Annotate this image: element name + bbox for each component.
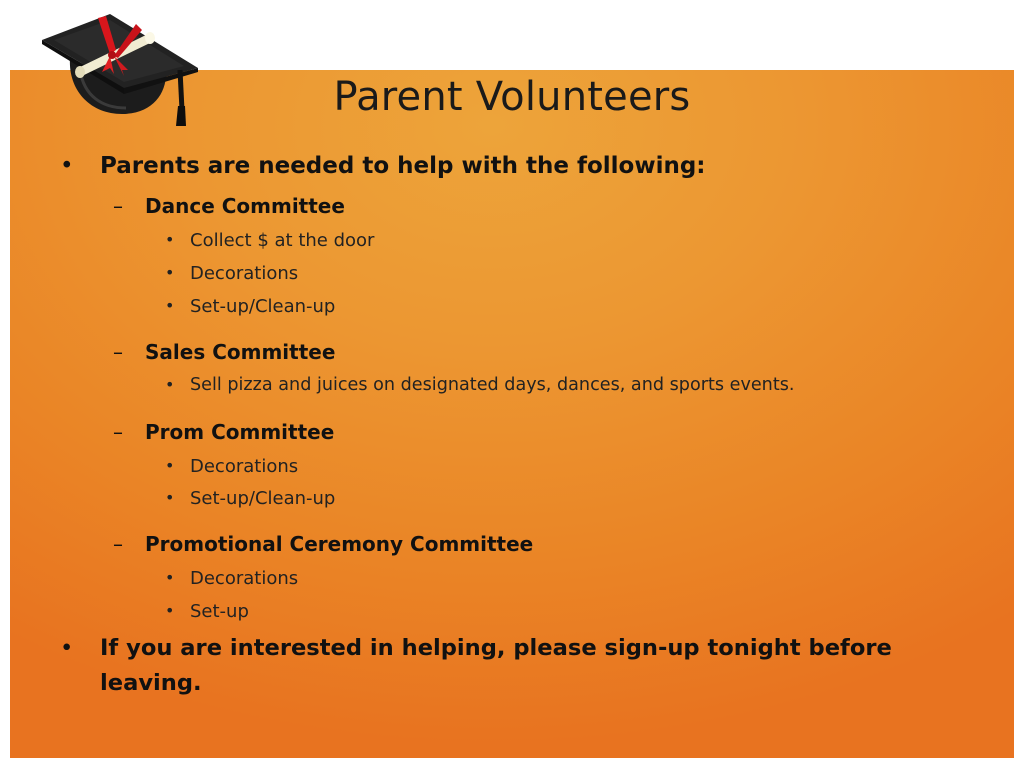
committee-name: Prom Committee <box>145 420 335 444</box>
task-item <box>165 230 375 251</box>
committee-name: Promotional Ceremony Committee <box>145 532 534 556</box>
committee-sales <box>113 340 336 364</box>
task-item <box>165 601 249 622</box>
bullet-icon: • <box>165 456 175 475</box>
committee-promotional-ceremony <box>113 532 534 556</box>
task-text: Set-up/Clean-up <box>190 296 336 317</box>
task-item <box>165 375 795 395</box>
task-text: Collect $ at the door <box>190 230 375 251</box>
bullet-icon: • <box>60 635 74 661</box>
bullet-icon: • <box>165 263 175 282</box>
closing-text-line2: leaving. <box>100 670 202 696</box>
committee-name: Sales Committee <box>145 340 336 364</box>
task-item <box>165 568 299 589</box>
closing-item <box>60 635 892 661</box>
intro-item <box>60 153 706 179</box>
closing-text-line1: If you are interested in helping, please sign-up tonight before <box>100 635 892 661</box>
task-item <box>165 296 336 317</box>
task-text: Decorations <box>190 568 299 589</box>
task-text: Decorations <box>190 263 299 284</box>
task-text: Set-up/Clean-up <box>190 488 336 509</box>
dash-icon: – <box>113 194 123 218</box>
bullet-icon: • <box>165 601 175 620</box>
task-text: Decorations <box>190 456 299 477</box>
dash-icon: – <box>113 420 123 444</box>
bullet-icon: • <box>165 568 175 587</box>
task-item <box>165 488 336 509</box>
task-item <box>165 456 299 477</box>
committee-prom <box>113 420 335 444</box>
bullet-icon: • <box>165 375 175 394</box>
committee-name: Dance Committee <box>145 194 345 218</box>
bullet-icon: • <box>165 230 175 249</box>
task-text: Set-up <box>190 601 249 622</box>
committee-dance <box>113 194 345 218</box>
task-item <box>165 263 299 284</box>
dash-icon: – <box>113 340 123 364</box>
intro-text: Parents are needed to help with the following: <box>100 153 706 179</box>
bullet-icon: • <box>165 488 175 507</box>
slide-title: Parent Volunteers <box>333 74 691 120</box>
task-text: Sell pizza and juices on designated days, dances, and sports events. <box>190 375 795 395</box>
dash-icon: – <box>113 532 123 556</box>
bullet-icon: • <box>60 153 74 179</box>
closing-item-continued <box>100 670 202 696</box>
bullet-icon: • <box>165 296 175 315</box>
